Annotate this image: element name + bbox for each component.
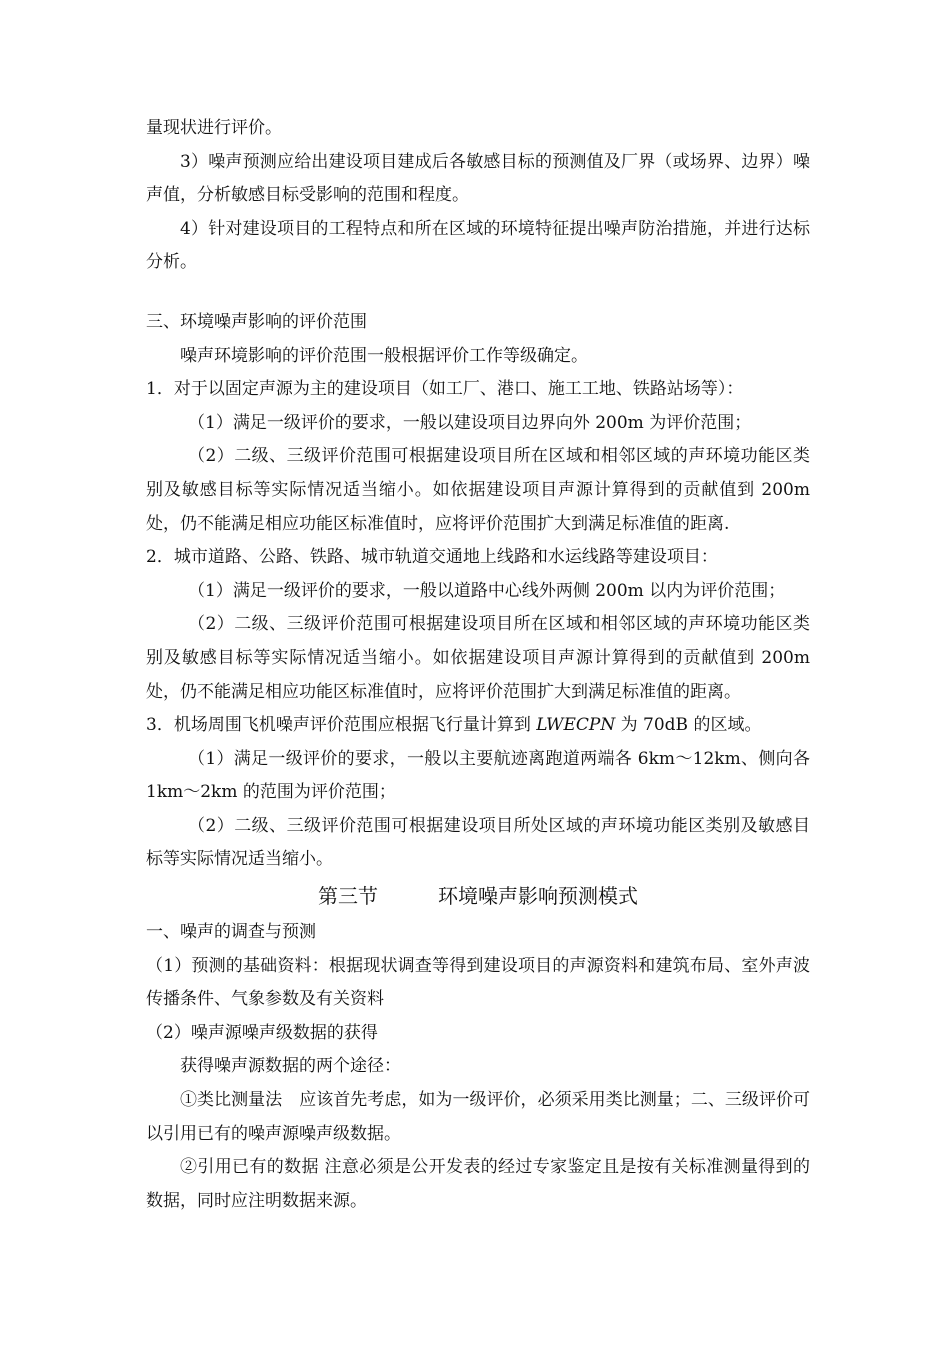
paragraph: 获得噪声源数据的两个途径：	[180, 1056, 401, 1077]
text-run: 为 70dB 的区域。	[615, 715, 762, 736]
document-body	[146, 112, 810, 1218]
spacer	[146, 280, 810, 306]
paragraph: 4）针对建设项目的工程特点和所在区域的环境特征提出噪声防治措施，并进行达标分析。	[146, 218, 810, 273]
formula-symbol: LWECPN	[536, 715, 616, 736]
paragraph: ①类比测量法 应该首先考虑，如为一级评价，必须采用类比测量；二、三级评价可以引用已有的噪声源噪声级数据。	[146, 1090, 810, 1144]
chapter-title	[146, 877, 810, 916]
paragraph: 3）噪声预测应给出建设项目建成后各敏感目标的预测值及厂界（或场界、边界）噪声值，分析敏感目标受影响的范围和程度。	[146, 151, 810, 206]
paragraph: （2）二级、三级评价范围可根据建设项目所在区域和相邻区域的声环境功能区类别及敏感目标等实际情况适当缩小。如依据建设项目声源计算得到的贡献值到 200m 处，仍不能满足相应功能区标准值时，应将评价范围扩大到满足标准值的距离.	[146, 446, 810, 534]
paragraph: ②引用已有的数据 注意必须是公开发表的经过专家鉴定且是按有关标准测量得到的数据，同时应注明数据来源。	[146, 1157, 810, 1211]
paragraph: （1）预测的基础资料：根据现状调查等得到建设项目的声源资料和建筑布局、室外声波传播条件、气象参数及有关资料	[146, 955, 810, 1010]
list-item: 2．城市道路、公路、铁路、城市轨道交通地上线路和水运线路等建设项目：	[146, 547, 718, 568]
chapter-name: 环境噪声影响预测模式	[438, 884, 638, 909]
section-heading: 一、噪声的调查与预测	[146, 922, 316, 943]
paragraph: （2）二级、三级评价范围可根据建设项目所在区域和相邻区域的声环境功能区类别及敏感目标等实际情况适当缩小。如依据建设项目声源计算得到的贡献值到 200m 处，仍不能满足相应功能区标准值时，应将评价范围扩大到满足标准值的距离。	[146, 614, 810, 702]
paragraph: （1）满足一级评价的要求，一般以建设项目边界向外 200m 为评价范围；	[188, 412, 752, 433]
paragraph: （1）满足一级评价的要求，一般以道路中心线外两侧 200m 以内为评价范围；	[188, 580, 786, 601]
list-item	[146, 709, 810, 743]
chapter-number: 第三节	[318, 884, 378, 909]
text-run: 3．机场周围飞机噪声评价范围应根据飞行量计算到	[146, 715, 537, 736]
paragraph: （2）二级、三级评价范围可根据建设项目所处区域的声环境功能区类别及敏感目标等实际情况适当缩小。	[146, 815, 810, 870]
paragraph: （2）噪声源噪声级数据的获得	[146, 1022, 378, 1043]
paragraph: （1）满足一级评价的要求，一般以主要航迹离跑道两端各 6km～12km、侧向各 1km～2km 的范围为评价范围；	[146, 748, 810, 803]
list-item: 1．对于以固定声源为主的建设项目（如工厂、港口、施工工地、铁路站场等）：	[146, 379, 744, 400]
section-heading: 三、环境噪声影响的评价范围	[146, 311, 367, 332]
paragraph: 噪声环境影响的评价范围一般根据评价工作等级确定。	[180, 345, 588, 366]
paragraph: 量现状进行评价。	[146, 118, 282, 138]
